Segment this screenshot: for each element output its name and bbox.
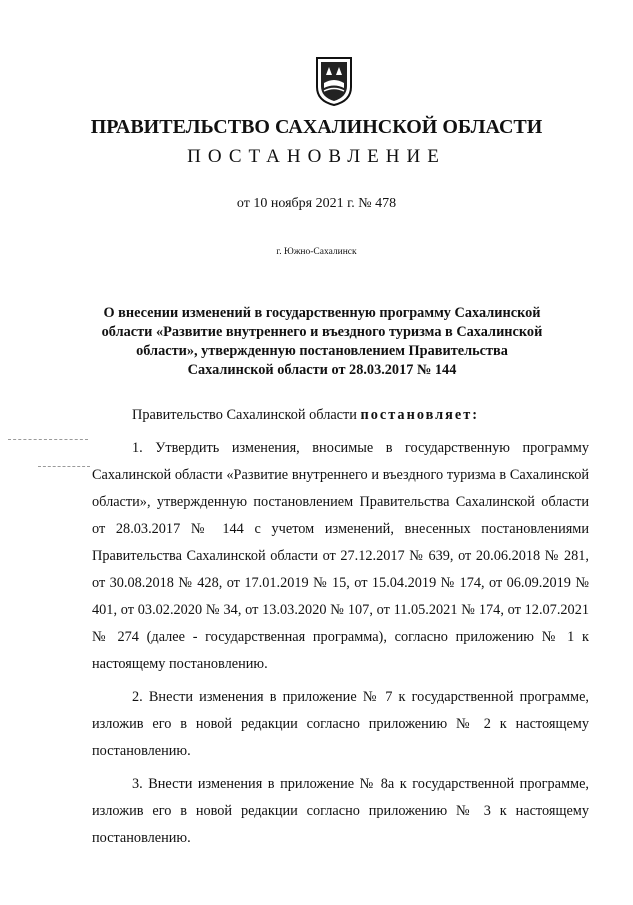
document-date-number: от 10 ноября 2021 г. № 478 [236,196,397,211]
preamble [92,402,589,429]
document-subject: О внесении изменений в государственную программу Сахалинской области «Развитие внутреннего и въездного туризма в Сахалинской области», утвержденную постановлением Правительства Сахалинской области от 28.03.2017 № 144 [101,305,543,378]
scan-artifact-line [38,466,90,467]
preamble-keyword: постановляет: [360,407,480,423]
paragraph-2: 2. Внести изменения в приложение № 7 к государственной программе, изложив его в новой редакции согласно приложению № 2 к настоящему постановлению. [92,689,589,759]
document-city: г. Южно-Сахалинск [276,247,357,257]
preamble-text: Правительство Сахалинской области [132,407,361,423]
government-name: ПРАВИТЕЛЬСТВО САХАЛИНСКОЙ ОБЛАСТИ [90,116,543,138]
paragraph-1: 1. Утвердить изменения, вносимые в государственную программу Сахалинской области «Развитие внутреннего и въездного туризма в Сахалинской области», утвержденную постановлением Правительства Сахалинской области от 28.03.2017 № 144 с учетом изменений, внесенных постановлениями Правительства Сахалинской области от 27.12.2017 № 639, от 20.06.2018 № 281, от 30.08.2018 № 428, от 17.01.2019 № 15, от 15.04.2019 № 174, от 06.09.2019 № 401, от 03.02.2020 № 34, от 13.03.2020 № 107, от 11.05.2021 № 174, от 12.07.2021 № 274 (далее - государственная программа), согласно приложению № 1 к настоящему постановлению. [92,440,589,672]
scan-artifact-line [8,439,88,440]
document-body [92,402,589,858]
paragraph-3: 3. Внести изменения в приложение № 8а к государственной программе, изложив его в новой редакции согласно приложению № 3 к настоящему постановлению. [92,776,589,846]
document-type: ПОСТАНОВЛЕНИЕ [187,146,446,167]
coat-of-arms-emblem [314,55,354,107]
